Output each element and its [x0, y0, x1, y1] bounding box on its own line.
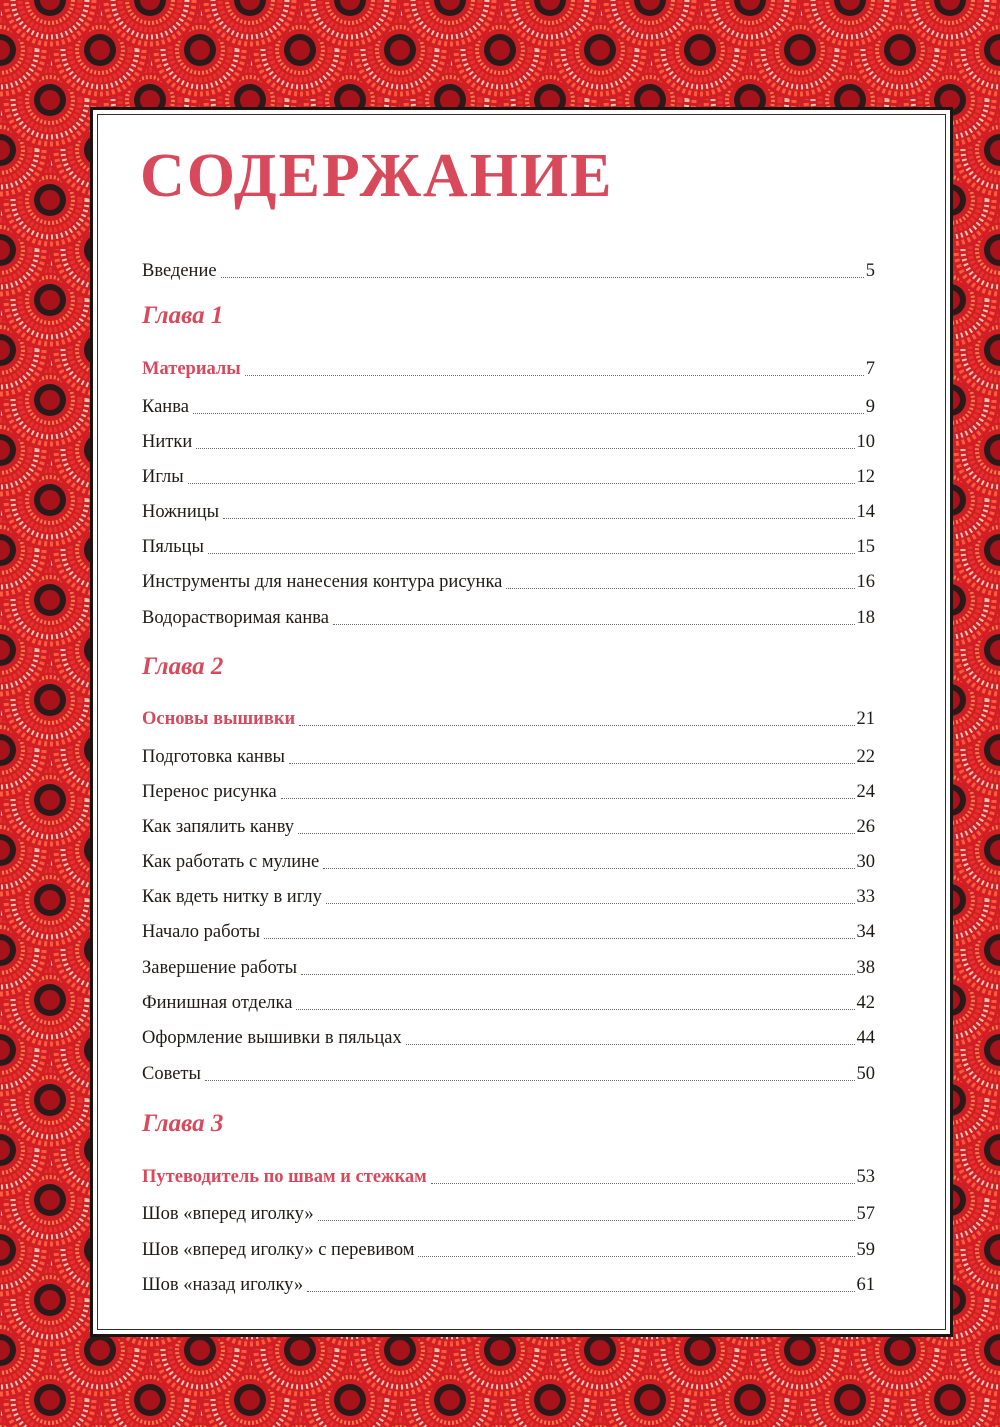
toc-page-number: 30: [856, 852, 875, 872]
toc-page-number: 42: [856, 993, 875, 1013]
toc-page-number: 18: [856, 608, 875, 628]
dot-leader: [299, 725, 854, 726]
toc-page-number: 9: [865, 397, 875, 417]
dot-leader: [333, 624, 855, 625]
toc-entry[interactable]: [142, 393, 875, 419]
page-title: СОДЕРЖАНИЕ: [140, 142, 614, 210]
toc-entry[interactable]: [142, 848, 875, 874]
dot-leader: [193, 413, 864, 414]
chapter-heading: Глава 1: [142, 302, 224, 329]
toc-entry[interactable]: [142, 743, 875, 769]
toc-entry[interactable]: [142, 463, 875, 489]
dot-leader: [326, 903, 855, 904]
toc-page-number: 14: [856, 502, 875, 522]
toc-entry-label: Оформление вышивки в пяльцах: [142, 1028, 402, 1048]
toc-section[interactable]: [142, 1163, 875, 1189]
dot-leader: [318, 1220, 855, 1221]
toc-entry[interactable]: [142, 1200, 875, 1226]
content-panel: [97, 114, 946, 1330]
toc-entry[interactable]: [142, 1060, 875, 1086]
toc-entry-intro[interactable]: [142, 257, 875, 283]
toc-entry-label: Инструменты для нанесения контура рисунка: [142, 572, 503, 592]
toc-entry[interactable]: [142, 989, 875, 1015]
toc-section-label: Путеводитель по швам и стежкам: [142, 1167, 427, 1187]
toc-page-number: 38: [856, 958, 875, 978]
dot-leader: [221, 277, 864, 278]
toc-section[interactable]: [142, 355, 875, 381]
toc-page-number: 10: [856, 432, 875, 452]
dot-leader: [196, 448, 854, 449]
toc-page-number: 33: [856, 887, 875, 907]
dot-leader: [281, 798, 855, 799]
toc-section-label: Основы вышивки: [142, 709, 296, 729]
dot-leader: [245, 375, 864, 376]
content-frame: [90, 107, 953, 1337]
toc-entry-label: Начало работы: [142, 922, 261, 942]
chapter-heading: Глава 3: [142, 1110, 224, 1137]
dot-leader: [506, 588, 854, 589]
dot-leader: [188, 483, 855, 484]
dot-leader: [296, 1009, 854, 1010]
toc-entry-label: Подготовка канвы: [142, 747, 285, 767]
toc-page-number: 16: [856, 572, 875, 592]
toc-entry-label: Шов «вперед иголку» с перевивом: [142, 1240, 415, 1260]
dot-leader: [301, 974, 854, 975]
chapter-heading: Глава 2: [142, 653, 224, 680]
toc-entry[interactable]: [142, 813, 875, 839]
toc-page-number: 57: [856, 1204, 875, 1224]
toc-entry[interactable]: [142, 1236, 875, 1262]
toc-page-number: 59: [856, 1240, 875, 1260]
toc-page-number: 24: [856, 782, 875, 802]
toc-entry-label: Как вдеть нитку в иглу: [142, 887, 322, 907]
toc-entry-label: Как работать с мулине: [142, 852, 320, 872]
toc-entry-label: Завершение работы: [142, 958, 298, 978]
toc-entry-label: Ножницы: [142, 502, 220, 522]
toc-entry-label: Водорастворимая канва: [142, 608, 329, 628]
toc-entry-label: Шов «назад иголку»: [142, 1275, 304, 1295]
toc-page-number: 22: [856, 747, 875, 767]
dot-leader: [223, 518, 854, 519]
dot-leader: [307, 1291, 854, 1292]
toc-entry-label: Иглы: [142, 467, 184, 487]
toc-page-number: 12: [856, 467, 875, 487]
toc-page-number: 53: [856, 1167, 875, 1187]
toc-entry[interactable]: [142, 498, 875, 524]
toc-entry-label: Нитки: [142, 432, 193, 452]
toc-entry-label: Пяльцы: [142, 537, 204, 557]
toc-entry-label: Канва: [142, 397, 189, 417]
toc-entry[interactable]: [142, 954, 875, 980]
toc-entry-label: Финишная отделка: [142, 993, 293, 1013]
toc-entry[interactable]: [142, 568, 875, 594]
toc-page-number: 61: [856, 1275, 875, 1295]
toc-entry-label: Введение: [142, 261, 217, 281]
toc-entry[interactable]: [142, 778, 875, 804]
dot-leader: [208, 553, 855, 554]
toc-entry-label: Как запялить канву: [142, 817, 295, 837]
dot-leader: [431, 1183, 855, 1184]
toc-entry-label: Шов «вперед иголку»: [142, 1204, 314, 1224]
dot-leader: [205, 1080, 855, 1081]
dot-leader: [298, 833, 854, 834]
toc-entry-label: Перенос рисунка: [142, 782, 277, 802]
toc-page-number: 50: [856, 1064, 875, 1084]
toc-section-label: Материалы: [142, 359, 241, 379]
dot-leader: [418, 1256, 854, 1257]
toc-entry-label: Советы: [142, 1064, 201, 1084]
toc-page-number: 26: [856, 817, 875, 837]
toc-entry[interactable]: [142, 1271, 875, 1297]
toc-section[interactable]: [142, 705, 875, 731]
toc-page-number: 5: [865, 261, 875, 281]
toc-entry[interactable]: [142, 1024, 875, 1050]
toc-entry[interactable]: [142, 533, 875, 559]
toc-entry[interactable]: [142, 918, 875, 944]
toc-page-number: 21: [856, 709, 875, 729]
toc-page-number: 34: [856, 922, 875, 942]
toc-page-number: 7: [865, 359, 875, 379]
toc-page-number: 15: [856, 537, 875, 557]
toc-page-number: 44: [856, 1028, 875, 1048]
toc-entry[interactable]: [142, 604, 875, 630]
dot-leader: [264, 938, 854, 939]
toc-entry[interactable]: [142, 428, 875, 454]
dot-leader: [323, 868, 854, 869]
dot-leader: [289, 763, 855, 764]
toc-entry[interactable]: [142, 883, 875, 909]
dot-leader: [406, 1044, 855, 1045]
